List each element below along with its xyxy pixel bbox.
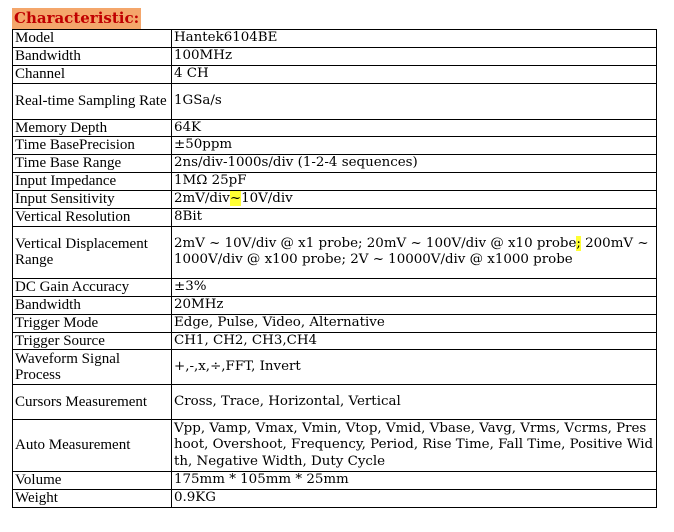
spec-row bbox=[13, 47, 657, 65]
spec-value: 8Bit bbox=[172, 209, 657, 227]
spec-row bbox=[13, 155, 657, 173]
section-heading: Characteristic: bbox=[14, 9, 140, 27]
spec-label: Cursors Measurement bbox=[13, 385, 172, 420]
spec-label: Auto Measurement bbox=[13, 420, 172, 472]
spec-label: Input Impedance bbox=[13, 173, 172, 191]
spec-value: CH1, CH2, CH3,CH4 bbox=[172, 332, 657, 350]
spec-label: Waveform Signal Process bbox=[13, 350, 172, 385]
spec-value bbox=[172, 226, 657, 278]
spec-label: DC Gain Accuracy bbox=[13, 278, 172, 296]
spec-label: Model bbox=[13, 30, 172, 48]
spec-label: Time BasePrecision bbox=[13, 137, 172, 155]
spec-value-part: 10V/div bbox=[241, 191, 293, 207]
spec-label: Input Sensitivity bbox=[13, 191, 172, 209]
spec-value: 175mm * 105mm * 25mm bbox=[172, 472, 657, 490]
spec-row bbox=[13, 490, 657, 508]
spec-label: Real-time Sampling Rate bbox=[13, 83, 172, 119]
spec-label: Weight bbox=[13, 490, 172, 508]
spec-value: Edge, Pulse, Video, Alternative bbox=[172, 314, 657, 332]
spec-row bbox=[13, 173, 657, 191]
spec-value: Cross, Trace, Horizontal, Vertical bbox=[172, 385, 657, 420]
spec-row bbox=[13, 332, 657, 350]
spec-label: Vertical Displacement Range bbox=[13, 226, 172, 278]
spec-label: Bandwidth bbox=[13, 296, 172, 314]
spec-row bbox=[13, 314, 657, 332]
spec-value-part: ~ bbox=[229, 191, 242, 207]
spec-row bbox=[13, 385, 657, 420]
spec-row bbox=[13, 226, 657, 278]
spec-row bbox=[13, 119, 657, 137]
spec-label: Channel bbox=[13, 65, 172, 83]
spec-row bbox=[13, 65, 657, 83]
spec-row bbox=[13, 30, 657, 48]
spec-value: 64K bbox=[172, 119, 657, 137]
spec-value: ±50ppm bbox=[172, 137, 657, 155]
spec-label: Trigger Mode bbox=[13, 314, 172, 332]
spec-row bbox=[13, 137, 657, 155]
spec-value: ±3% bbox=[172, 278, 657, 296]
spec-value bbox=[172, 191, 657, 209]
spec-row bbox=[13, 191, 657, 209]
spec-label: Bandwidth bbox=[13, 47, 172, 65]
spec-label: Vertical Resolution bbox=[13, 209, 172, 227]
spec-value: 20MHz bbox=[172, 296, 657, 314]
spec-label: Volume bbox=[13, 472, 172, 490]
spec-row bbox=[13, 83, 657, 119]
spec-value: 1MΩ 25pF bbox=[172, 173, 657, 191]
spec-row bbox=[13, 209, 657, 227]
spec-row bbox=[13, 420, 657, 472]
spec-value: 100MHz bbox=[172, 47, 657, 65]
spec-value-part: 2mV/div bbox=[174, 191, 230, 207]
spec-row bbox=[13, 472, 657, 490]
spec-value: 0.9KG bbox=[172, 490, 657, 508]
spec-row bbox=[13, 296, 657, 314]
spec-label: Memory Depth bbox=[13, 119, 172, 137]
spec-value-part: ; bbox=[576, 235, 581, 251]
spec-value: 1GSa/s bbox=[172, 83, 657, 119]
spec-value: 4 CH bbox=[172, 65, 657, 83]
spec-value-part: 200mV ~ 1000V/div @ x100 probe; 2V ~ 10000V/div @ x1000 probe bbox=[174, 235, 649, 267]
spec-value: 2ns/div-1000s/div (1-2-4 sequences) bbox=[172, 155, 657, 173]
spec-value-part: 2mV ~ 10V/div @ x1 probe; 20mV ~ 100V/div @ x10 probe bbox=[174, 235, 577, 251]
spec-table bbox=[12, 29, 657, 508]
spec-row bbox=[13, 278, 657, 296]
spec-value: Hantek6104BE bbox=[172, 30, 657, 48]
spec-label: Trigger Source bbox=[13, 332, 172, 350]
spec-value: +,-,x,÷,FFT, Invert bbox=[172, 350, 657, 385]
spec-label: Time Base Range bbox=[13, 155, 172, 173]
spec-value: Vpp, Vamp, Vmax, Vmin, Vtop, Vmid, Vbase, Vavg, Vrms, Vcrms, Preshoot, Overshoot, Frequency, Period, Rise Time, Fall Time, Positive Width, Negative Width, Duty Cycle bbox=[172, 420, 657, 472]
spec-row bbox=[13, 350, 657, 385]
